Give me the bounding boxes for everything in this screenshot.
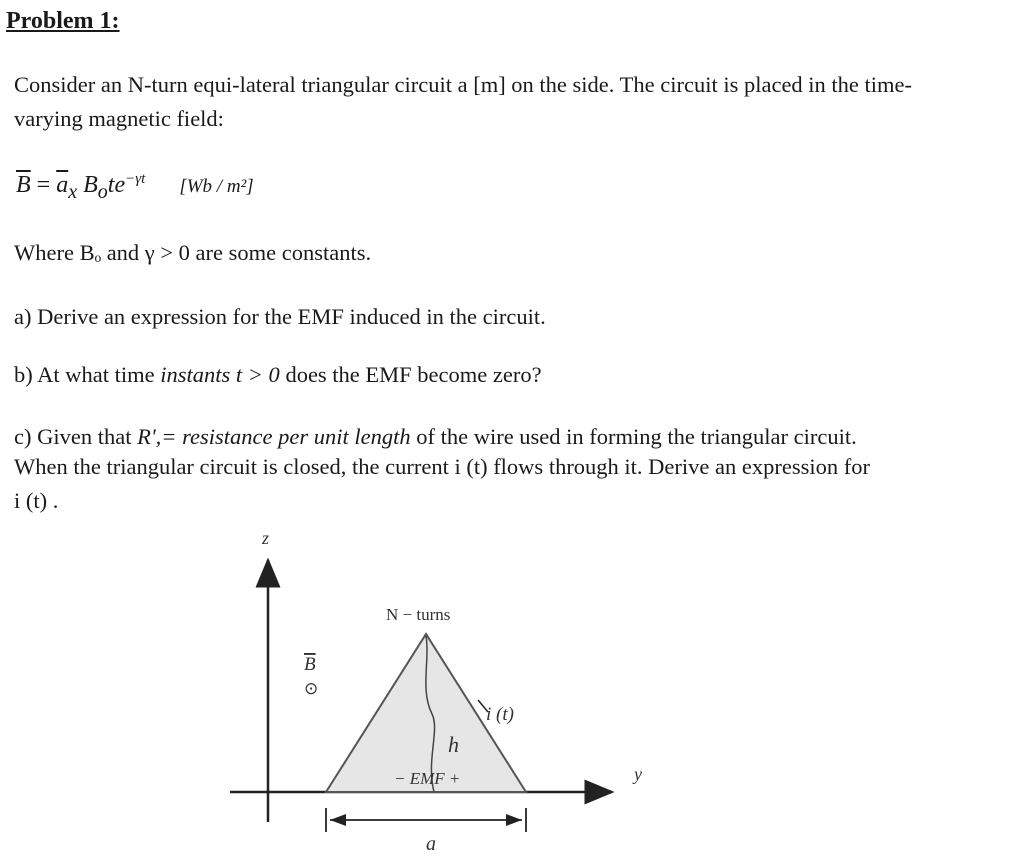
- part-c-line-2: When the triangular circuit is closed, the current i (t) flows through it. Derive an expression for: [14, 454, 870, 479]
- intro-line-2: varying magnetic field:: [14, 106, 224, 131]
- n-turns-label: N − turns: [386, 605, 451, 624]
- part-b-suffix: does the EMF become zero?: [279, 362, 542, 387]
- b-dot-icon: ⊙: [304, 679, 319, 698]
- height-label: h: [448, 732, 459, 757]
- eq-te: te: [107, 172, 126, 198]
- part-a: a) Derive an expression for the EMF induced in the circuit.: [14, 304, 546, 329]
- part-b-emph: instants t > 0: [160, 362, 280, 387]
- side-label: a: [426, 833, 436, 855]
- eq-unit: [Wb / m²]: [179, 176, 254, 197]
- eq-exponent: −γt: [125, 171, 146, 187]
- part-c-middle: of the wire used in forming the triangular circuit.: [410, 424, 857, 449]
- eq-a-vector: $\overline{a}$: [56, 172, 69, 198]
- problem-heading: Problem 1:: [6, 8, 120, 34]
- eq-b0: B: [83, 172, 98, 198]
- emf-label: − EMF +: [394, 769, 461, 788]
- y-axis-label: y: [634, 764, 642, 784]
- eq-b-vector: $\overline{B}$: [16, 172, 31, 198]
- where-line: Where Bₒ and γ > 0 are some constants.: [14, 240, 372, 265]
- z-axis-label: z: [262, 528, 270, 548]
- intro-line-1: Consider an N-turn equi-lateral triangular circuit a [m] on the side. The circuit is placed in the time-: [14, 72, 913, 97]
- eq-sub-o: o: [97, 180, 108, 203]
- dim-arrow-right: [506, 814, 522, 826]
- part-c-line-3: i (t) .: [14, 488, 59, 513]
- part-c-prefix: c) Given that: [14, 424, 138, 449]
- part-b-prefix: b) At what time: [14, 362, 161, 387]
- part-c-r-symbol: R',= resistance per unit length: [137, 424, 411, 449]
- dim-arrow-left: [330, 814, 346, 826]
- eq-sub-x: x: [68, 180, 78, 203]
- current-label: i (t): [486, 704, 514, 725]
- b-field-label: B: [304, 654, 316, 675]
- field-equation: $\overline{B} = \overline{a}_x$ $B_ote^{-\gamma t}$ [Wb / m²]: [16, 171, 254, 203]
